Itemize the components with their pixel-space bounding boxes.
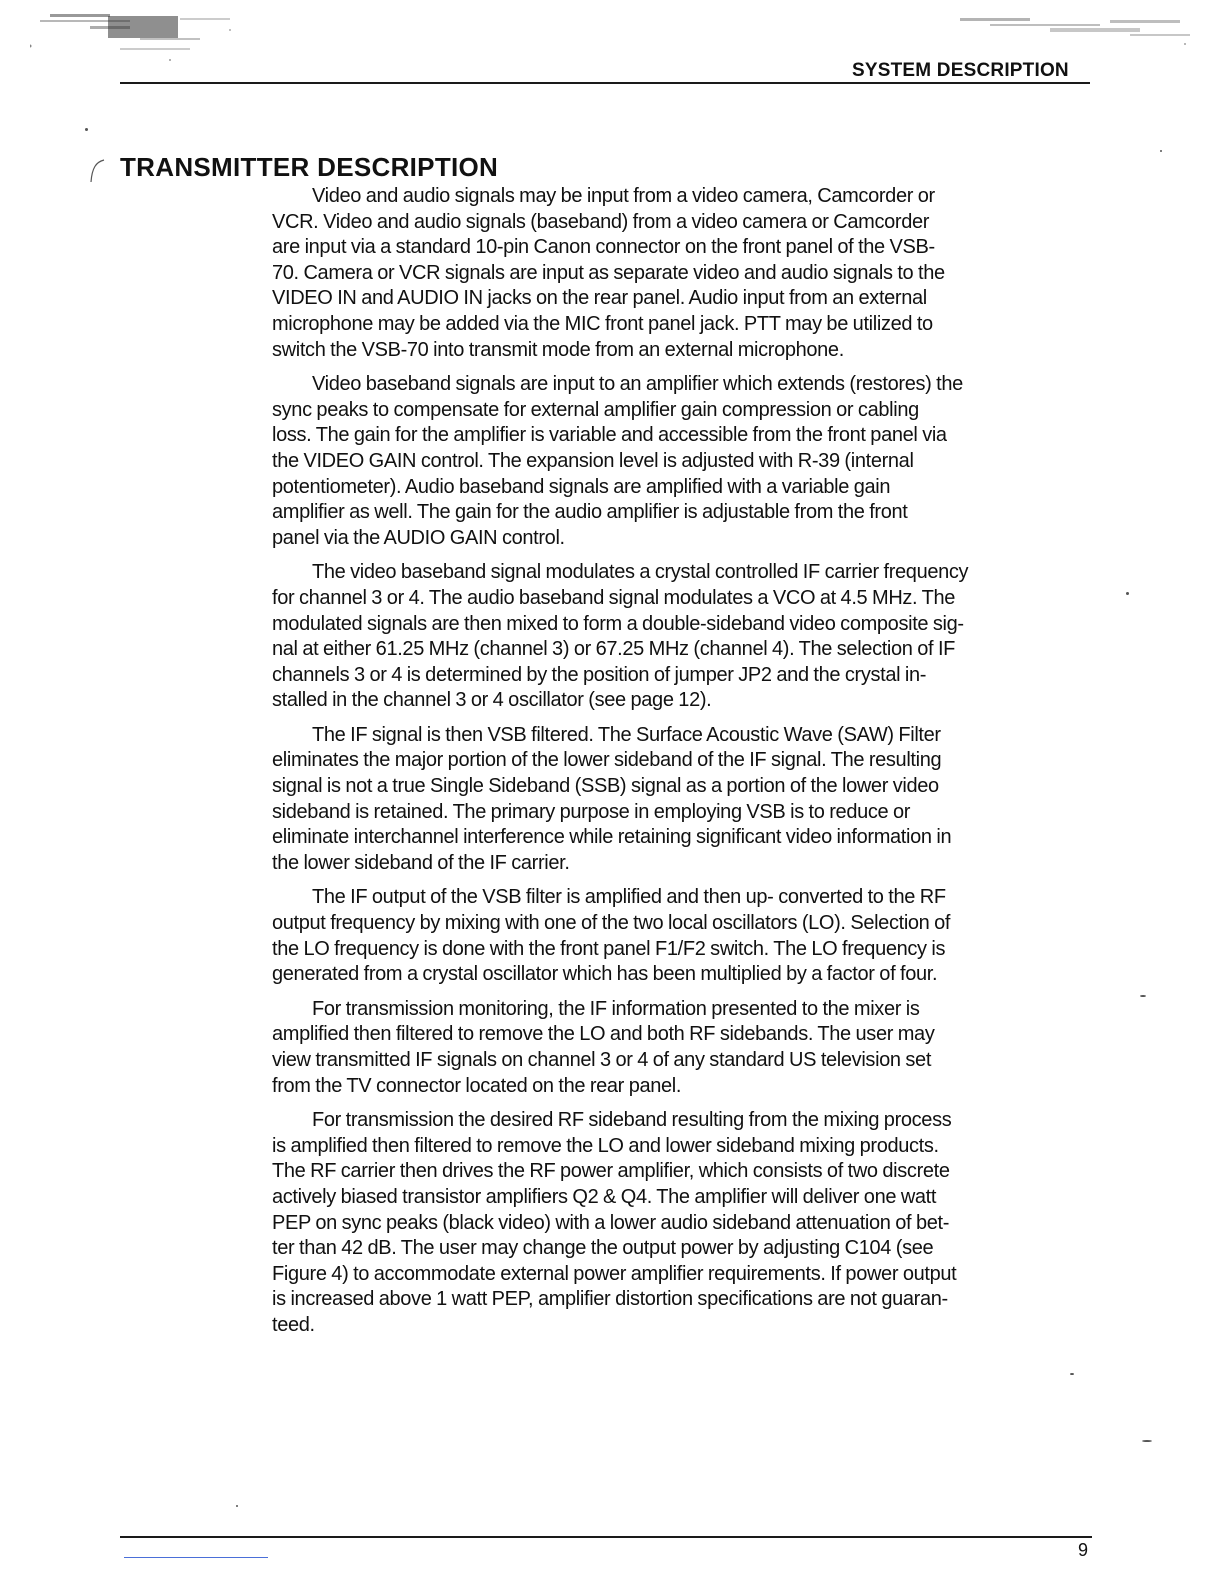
scan-speck — [1140, 995, 1146, 997]
scan-speck — [1126, 592, 1129, 595]
scan-artifact-top-left — [30, 8, 260, 68]
scan-speck — [1142, 1440, 1152, 1442]
scan-speck — [85, 128, 88, 131]
footer-underline — [124, 1557, 268, 1558]
paragraph: The IF signal is then VSB filtered. The Surface Acoustic Wave (SAW) Filter eliminates the major portion of the lower sideband of the IF signal. The resulting signal is not a true Single Sideband (SSB) signal as a portion of the lower video sideband is retained. The primary purpose in employing VSB is to reduce or eliminate interchannel interference while retaining significant video information in the lower sideband of the IF carrier. — [272, 723, 952, 874]
paragraph: For transmission the desired RF sideband resulting from the mixing process is amplified then filtered to remove the LO and lower sideband mixing products. The RF carrier then drives the RF power amplifier, which consists of two discrete actively biased transistor amplifiers Q2 & Q4. The amplifier will deliver one watt PEP on sync peaks (black video) with a lower audio sideband attenuation of bet- ter than 42 dB. The user may change the output power by adjusting C104 (see Figure 4) to accommodate external power amplifier requirements. If power output is increased above 1 watt PEP, amplifier distortion specifications are not guaran- teed. — [272, 1109, 957, 1336]
paragraph: The video baseband signal modulates a crystal controlled IF carrier frequency for channel 3 or 4. The audio baseband signal modulates a VCO at 4.5 MHz. The modulated signals are then mixed to form a double-sideband video composite sig- nal at either 61.25 MHz (channel 3) or 67.25 MHz (channel 4). The selection of IF channels 3 or 4 is determined by the position of jumper JP2 and the crystal in- stalled in the channel 3 or 4 oscillator (see page 12). — [272, 561, 969, 712]
footer-rule — [120, 1536, 1092, 1538]
section-title: TRANSMITTER DESCRIPTION — [120, 152, 499, 182]
margin-mark — [88, 158, 108, 184]
running-header: SYSTEM DESCRIPTION — [852, 60, 1069, 81]
paragraph: For transmission monitoring, the IF information presented to the mixer is amplified then filtered to remove the LO and both RF sidebands. The user may view transmitted IF signals on channel 3 or 4 of any standard US television set from the TV connector located on the rear panel. — [272, 997, 935, 1097]
scan-speck — [1070, 1373, 1074, 1375]
header-rule — [120, 82, 1090, 84]
scan-speck — [236, 1505, 238, 1507]
paragraph: Video and audio signals may be input from a video camera, Camcorder or VCR. Video and audio signals (baseband) from a video camera or Camcorder are input via a standard 10-pin Canon connector on the front panel of the VSB- 70. Camera or VCR signals are input as separate video and audio signals to the VIDEO IN and AUDIO IN jacks on the rear panel. Audio input from an external microphone may be added via the MIC front panel jack. PTT may be utilized to switch the VSB-70 into transmit mode from an external microphone. — [272, 185, 945, 361]
paragraph: The IF output of the VSB filter is amplified and then up- converted to the RF output frequency by mixing with one of the two local oscillators (LO). Selection of the LO frequency is done with the front panel F1/F2 switch. The LO frequency is generated from a crystal oscillator which has been multiplied by a factor of four. — [272, 886, 951, 986]
scan-speck — [1160, 150, 1162, 152]
body-text — [272, 184, 1092, 1348]
page-number: 9 — [1078, 1540, 1089, 1560]
paragraph: Video baseband signals are input to an amplifier which extends (restores) the sync peaks to compensate for external amplifier gain compression or cabling loss. The gain for the amplifier is variable and accessible from the front panel via the VIDEO GAIN control. The expansion level is adjusted with R-39 (internal potentiometer). Audio baseband signals are amplified with a variable gain amplifier as well. The gain for the audio amplifier is adjustable from the front panel via the AUDIO GAIN control. — [272, 373, 963, 549]
scan-artifact-top-right — [930, 14, 1200, 54]
